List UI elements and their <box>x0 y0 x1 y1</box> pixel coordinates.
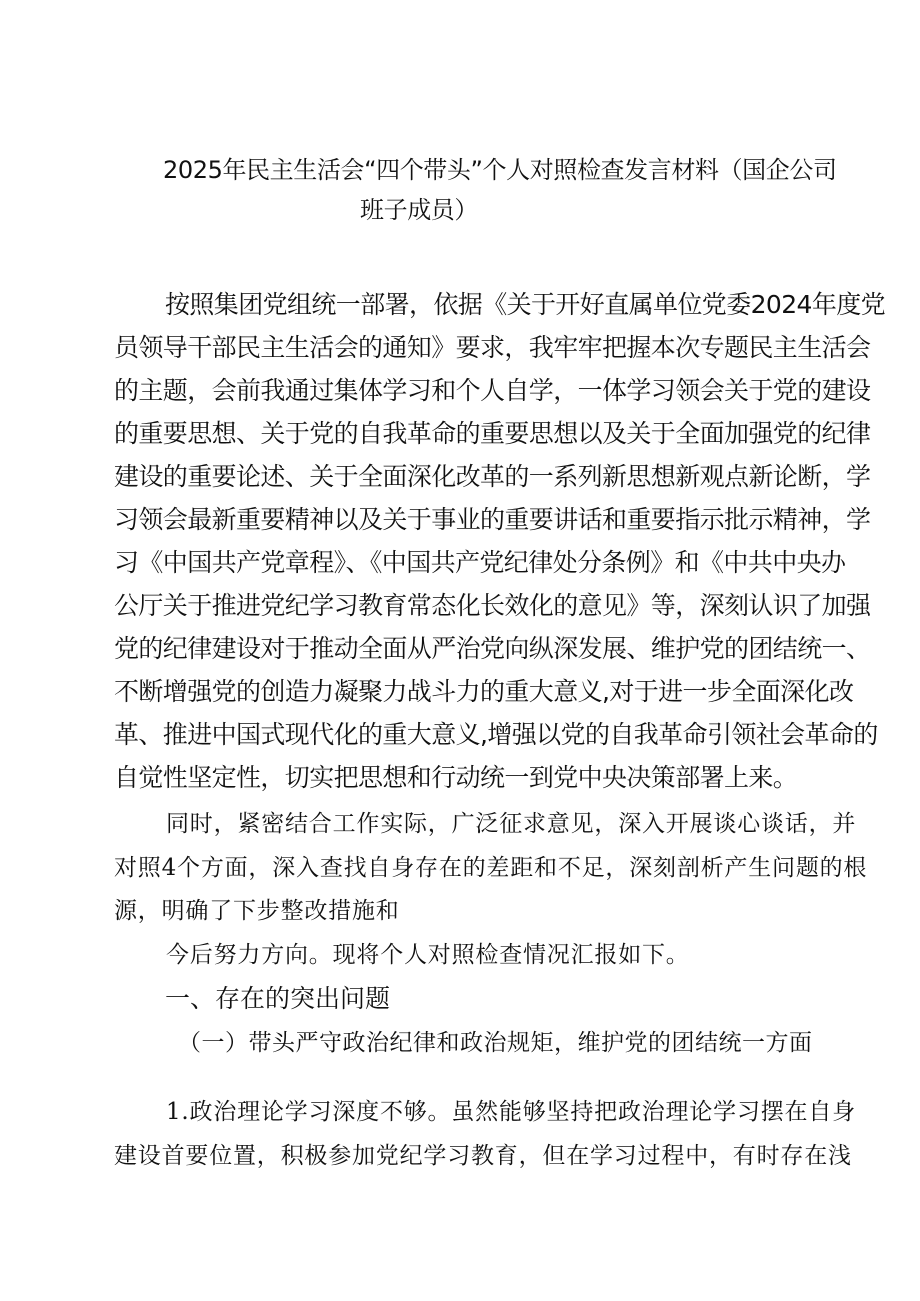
section-heading: 一、存在的突出问题 <box>165 984 391 1013</box>
paragraph1-line: 的主题，会前我通过集体学习和个人自学，一体学习领会关于党的建设 <box>114 376 871 405</box>
paragraph2-line: 同时，紧密结合工作实际，广泛征求意见，深入开展谈心谈话，并 <box>166 811 857 837</box>
item1-line: 1.政治理论学习深度不够。虽然能够坚持把政治理论学习摆在自身 <box>166 1099 856 1125</box>
item1-line: 建设首要位置，积极参加党纪学习教育，但在学习过程中，有时存在浅 <box>114 1143 852 1169</box>
paragraph1-line: 革、推进中国式现代化的重大意义,增强以党的自我革命引领社会革命的 <box>114 720 878 749</box>
paragraph1-line: 习领会最新重要精神以及关于事业的重要讲话和重要指示批示精神，学 <box>114 505 871 534</box>
subsection-heading: （一）带头严守政治纪律和政治规矩，维护党的团结统一方面 <box>178 1030 813 1056</box>
paragraph1-line: 公厅关于推进党纪学习教育常态化长效化的意见》等，深刻认识了加强 <box>114 591 871 620</box>
paragraph1-line: 的重要思想、关于党的自我革命的重要思想以及关于全面加强党的纪律 <box>114 419 871 448</box>
paragraph1-line: 按照集团党组统一部署，依据《关于开好直属单位党委2024年度党 <box>165 290 886 319</box>
paragraph2-line: 源，明确了下步整改措施和 <box>114 898 400 924</box>
title-line-1: 2025年民主生活会“四个带头”个人对照检查发言材料（国企公司 <box>163 156 837 184</box>
title-line-2: 班子成员） <box>360 196 478 224</box>
paragraph2-line: 今后努力方向。现将个人对照检查情况汇报如下。 <box>166 942 690 968</box>
paragraph1-line: 党的纪律建设对于推动全面从严治党向纵深发展、维护党的团结统一、 <box>114 634 871 663</box>
paragraph1-line: 建设的重要论述、关于全面深化改革的一系列新思想新观点新论断，学 <box>114 462 871 491</box>
paragraph1-line: 自觉性坚定性，切实把思想和行动统一到党中央决策部署上来。 <box>114 763 798 792</box>
paragraph1-line: 不断增强党的创造力凝聚力战斗力的重大意义,对于进一步全面深化改 <box>114 677 854 706</box>
document-title <box>163 150 843 230</box>
paragraph2-line: 对照4个方面，深入查找自身存在的差距和不足，深刻剖析产生问题的根 <box>114 855 868 881</box>
paragraph1-line: 员领导干部民主生活会的通知》要求，我牢牢把握本次专题民主生活会 <box>114 333 871 362</box>
paragraph1-line: 习《中国共产党章程》、《中国共产党纪律处分条例》和《中共中央办 <box>114 548 846 577</box>
